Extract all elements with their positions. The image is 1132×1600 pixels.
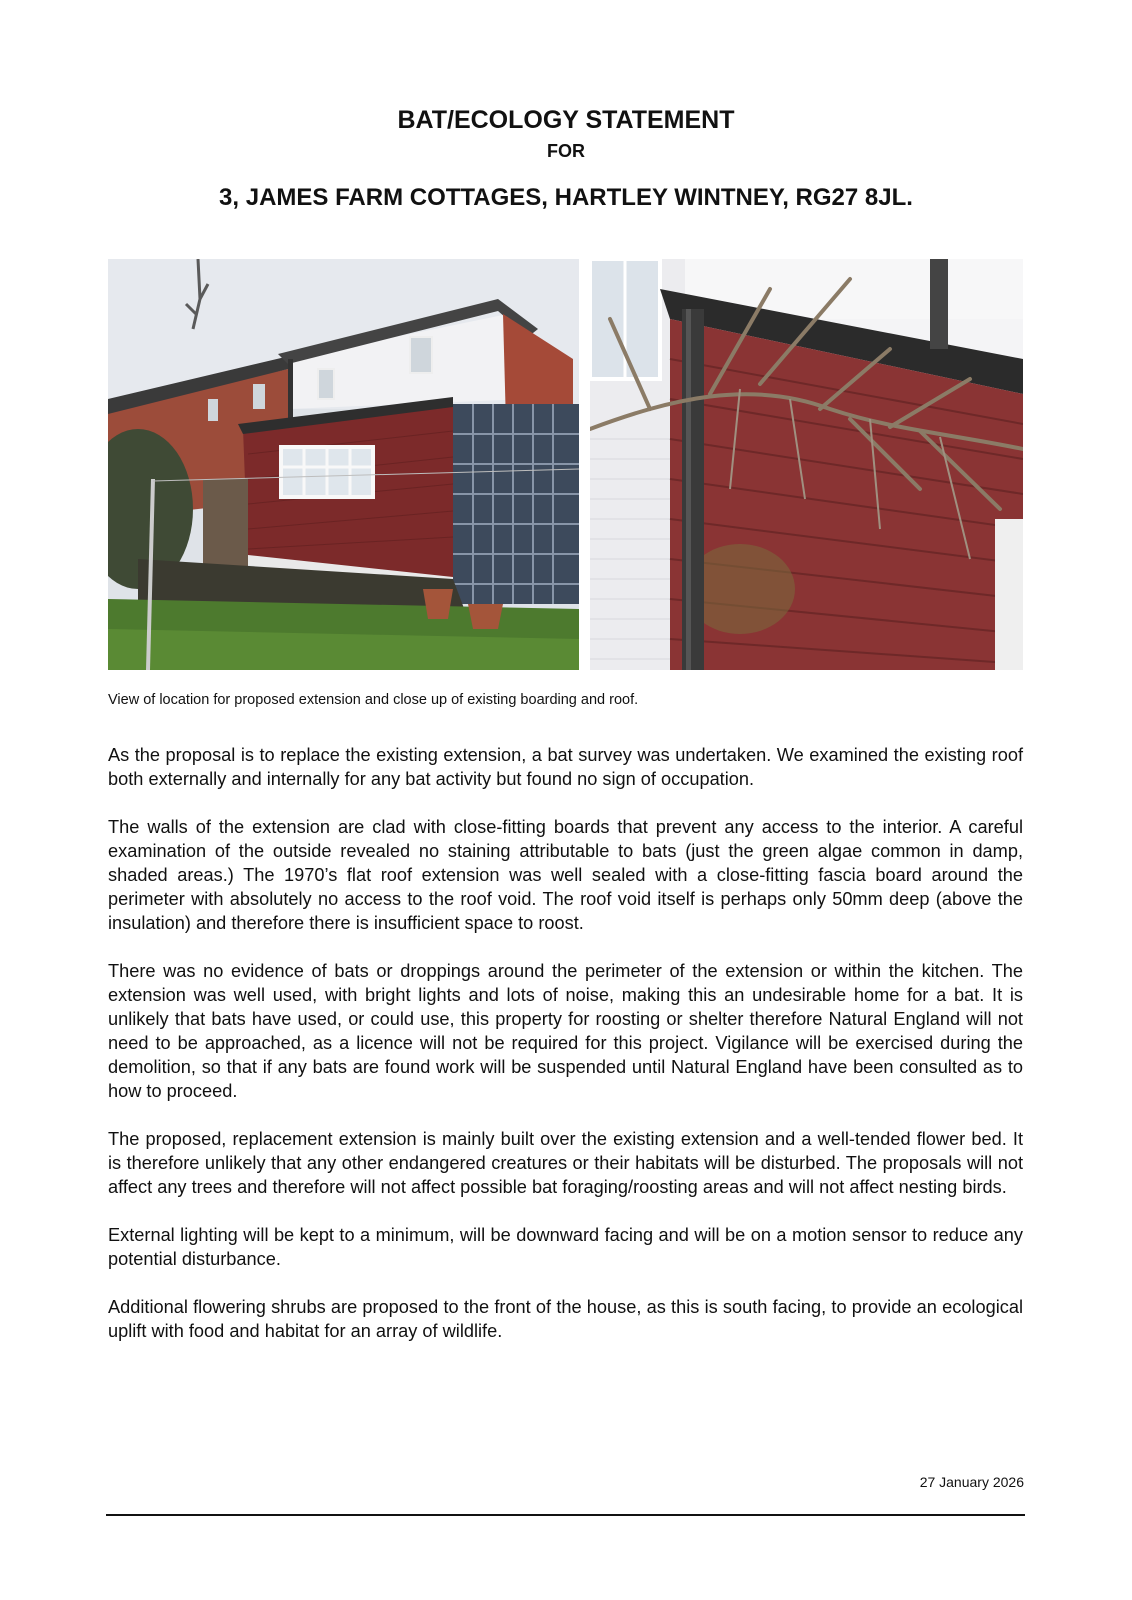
photo-caption: View of location for proposed extension and close up of existing boarding and roof. <box>108 692 639 708</box>
document-subtitle: FOR <box>547 141 585 161</box>
document-date: 27 January 2026 <box>919 1474 1024 1490</box>
statement-body <box>108 743 1023 1367</box>
document-title: BAT/ECOLOGY STATEMENT <box>397 106 735 134</box>
photo-boarding-closeup <box>590 259 1023 670</box>
paragraph: The proposed, replacement extension is mainly built over the existing extension and a well-tended flower bed. It is therefore unlikely that any other endangered creatures or their habitats will be disturbed. The proposals will not affect any trees and therefore will not affect possible bat foraging/roosting areas and will not affect nesting birds. <box>108 1129 1023 1197</box>
property-address: 3, JAMES FARM COTTAGES, HARTLEY WINTNEY, RG27 8JL. <box>219 184 913 211</box>
paragraph: External lighting will be kept to a minimum, will be downward facing and will be on a motion sensor to reduce any potential disturbance. <box>108 1225 1023 1269</box>
paragraph: Additional flowering shrubs are proposed to the front of the house, as this is south facing, to provide an ecological uplift with food and habitat for an array of wildlife. <box>108 1297 1023 1341</box>
paragraph: There was no evidence of bats or droppings around the perimeter of the extension or within the kitchen. The extension was well used, with bright lights and lots of noise, making this an undesirable home for a bat. It is unlikely that bats have used, or could use, this property for roosting or shelter therefore Natural England will not need to be approached, as a licence will not be required for this project. Vigilance will be exercised during the demolition, so that if any bats are found work will be suspended until Natural England have been consulted as to how to proceed. <box>108 961 1023 1101</box>
paragraph: The walls of the extension are clad with close-fitting boards that prevent any access to the interior. A careful examination of the outside revealed no staining attributable to bats (just the green algae common in damp, shaded areas.) The 1970’s flat roof extension was well sealed with a close-fitting fascia board around the perimeter with absolutely no access to the roof void. The roof void itself is perhaps only 50mm deep (above the insulation) and therefore there is insufficient space to roost. <box>108 817 1023 933</box>
paragraph: As the proposal is to replace the existing extension, a bat survey was undertaken. We examined the existing roof both externally and internally for any bat activity but found no sign of occupation. <box>108 745 1023 789</box>
boarding-closeup-image <box>590 259 1023 670</box>
house-rear-image <box>108 259 579 670</box>
footer-divider <box>106 1514 1025 1516</box>
photo-rear-view <box>108 259 579 670</box>
